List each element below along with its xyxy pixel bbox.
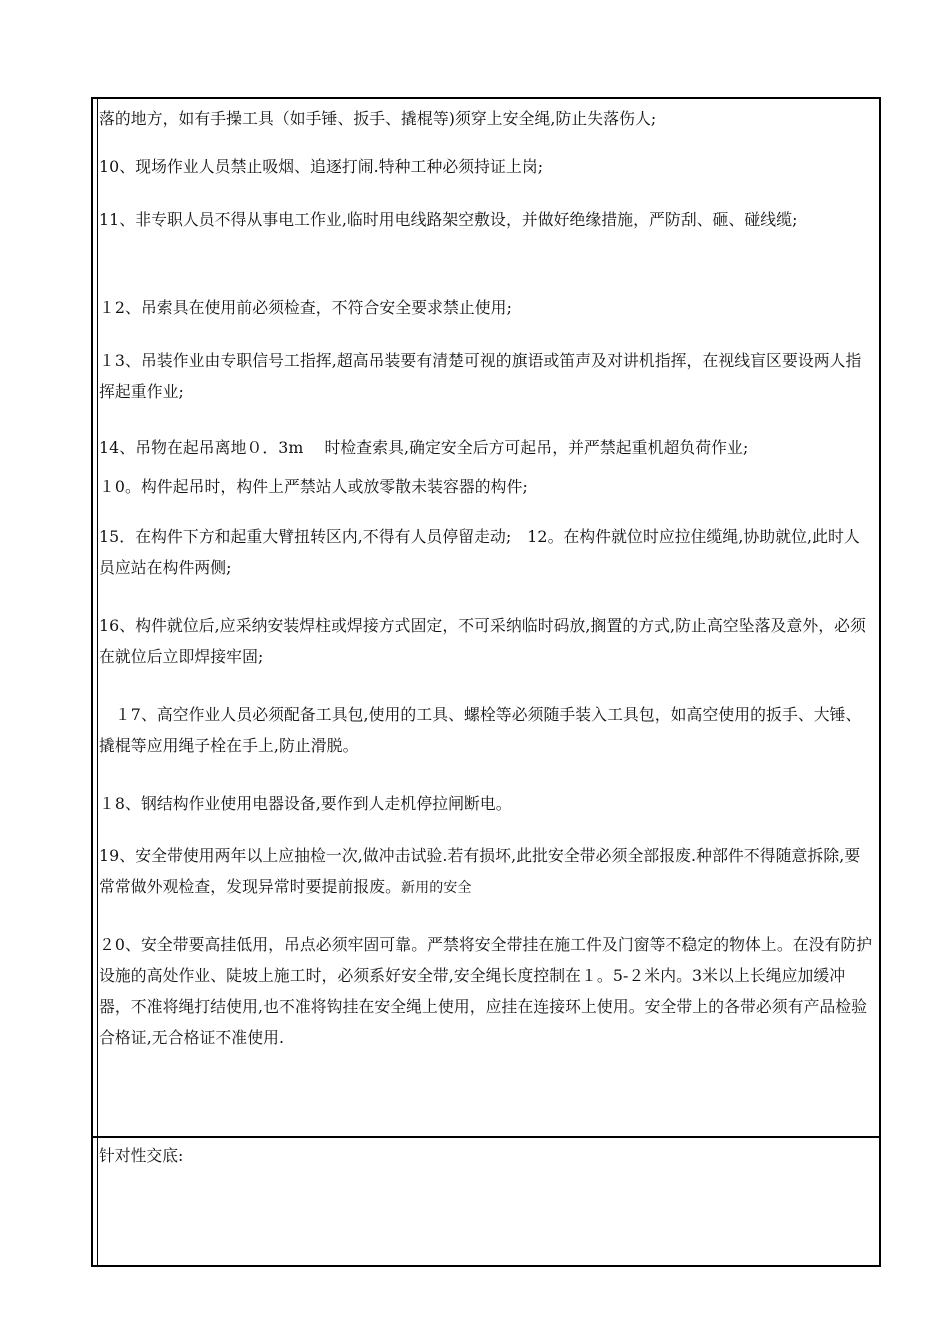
paragraph-10-component-lifting: １0。构件起吊时，构件上严禁站人或放零散未装容器的构件; xyxy=(99,477,528,496)
paragraph-13: １3、吊装作业由专职信号工指挥,超高吊装要有清楚可视的旗语或笛声及对讲机指挥，在视线盲区要设两人指挥起重作业; xyxy=(99,351,862,401)
paragraph-18: １8、钢结构作业使用电器设备,要作到人走机停拉闸断电。 xyxy=(99,794,512,813)
targeted-briefing-label: 针对性交底: xyxy=(99,1146,184,1165)
paragraph-11: 11、非专职人员不得从事电工作业,临时用电线路架空敷设，并做好绝缘措施，严防刮、砸、碰线缆; xyxy=(99,210,798,229)
paragraph-19-text: 19、安全带使用两年以上应抽检一次,做冲击试验.若有损坏,此批安全带必须全部报废.种部件不得随意拆除,要常常做外观检查，发现异常时要提前报废。 xyxy=(99,846,861,896)
safety-requirements-cell xyxy=(93,99,879,1138)
paragraph-12: １2、吊索具在使用前必须检查，不符合安全要求禁止使用; xyxy=(99,298,512,317)
paragraph-15: 15．在构件下方和起重大臂扭转区内,不得有人员停留走动; 12。在构件就位时应拉住缆绳,协助就位,此时人员应站在构件两侧; xyxy=(99,527,860,577)
paragraph-14: 14、吊物在起吊离地０．3m 时检查索具,确定安全后方可起吊，并严禁起重机超负荷作业; xyxy=(99,438,749,457)
paragraph-16: 16、构件就位后,应采纳安装焊柱或焊接方式固定，不可采纳临时码放,搁置的方式,防止高空坠落及意外，必须在就位后立即焊接牢固; xyxy=(99,616,866,666)
document-table xyxy=(91,97,881,1267)
paragraph-20: ２0、安全带要高挂低用，吊点必须牢固可靠。严禁将安全带挂在施工件及门窗等不稳定的物体上。在没有防护设施的高处作业、陡坡上施工时，必须系好安全带,安全绳长度控制在１。5-２米内。3米以上长绳应加缓冲器，不准将绳打结使用,也不准将钩挂在安全绳上使用，应挂在连接环上使用。安全带上的各带必须有产品检验合格证,无合格证不准使用. xyxy=(99,935,873,1047)
paragraph-10: 10、现场作业人员禁止吸烟、追逐打闹.特种工种必须持证上岗; xyxy=(99,157,544,176)
paragraph-19 xyxy=(99,840,875,904)
paragraph-17: １7、高空作业人员必须配备工具包,使用的工具、螺栓等必须随手装入工具包，如高空使用的扳手、大锤、撬棍等应用绳子栓在手上,防止滑脱。 xyxy=(99,705,862,755)
targeted-briefing-cell xyxy=(93,1138,879,1265)
paragraph-19-tail: 新用的安全 xyxy=(401,880,472,896)
paragraph-falling-tools: 落的地方，如有手操工具（如手锤、扳手、撬棍等)须穿上安全绳,防止失落伤人; xyxy=(99,109,657,128)
